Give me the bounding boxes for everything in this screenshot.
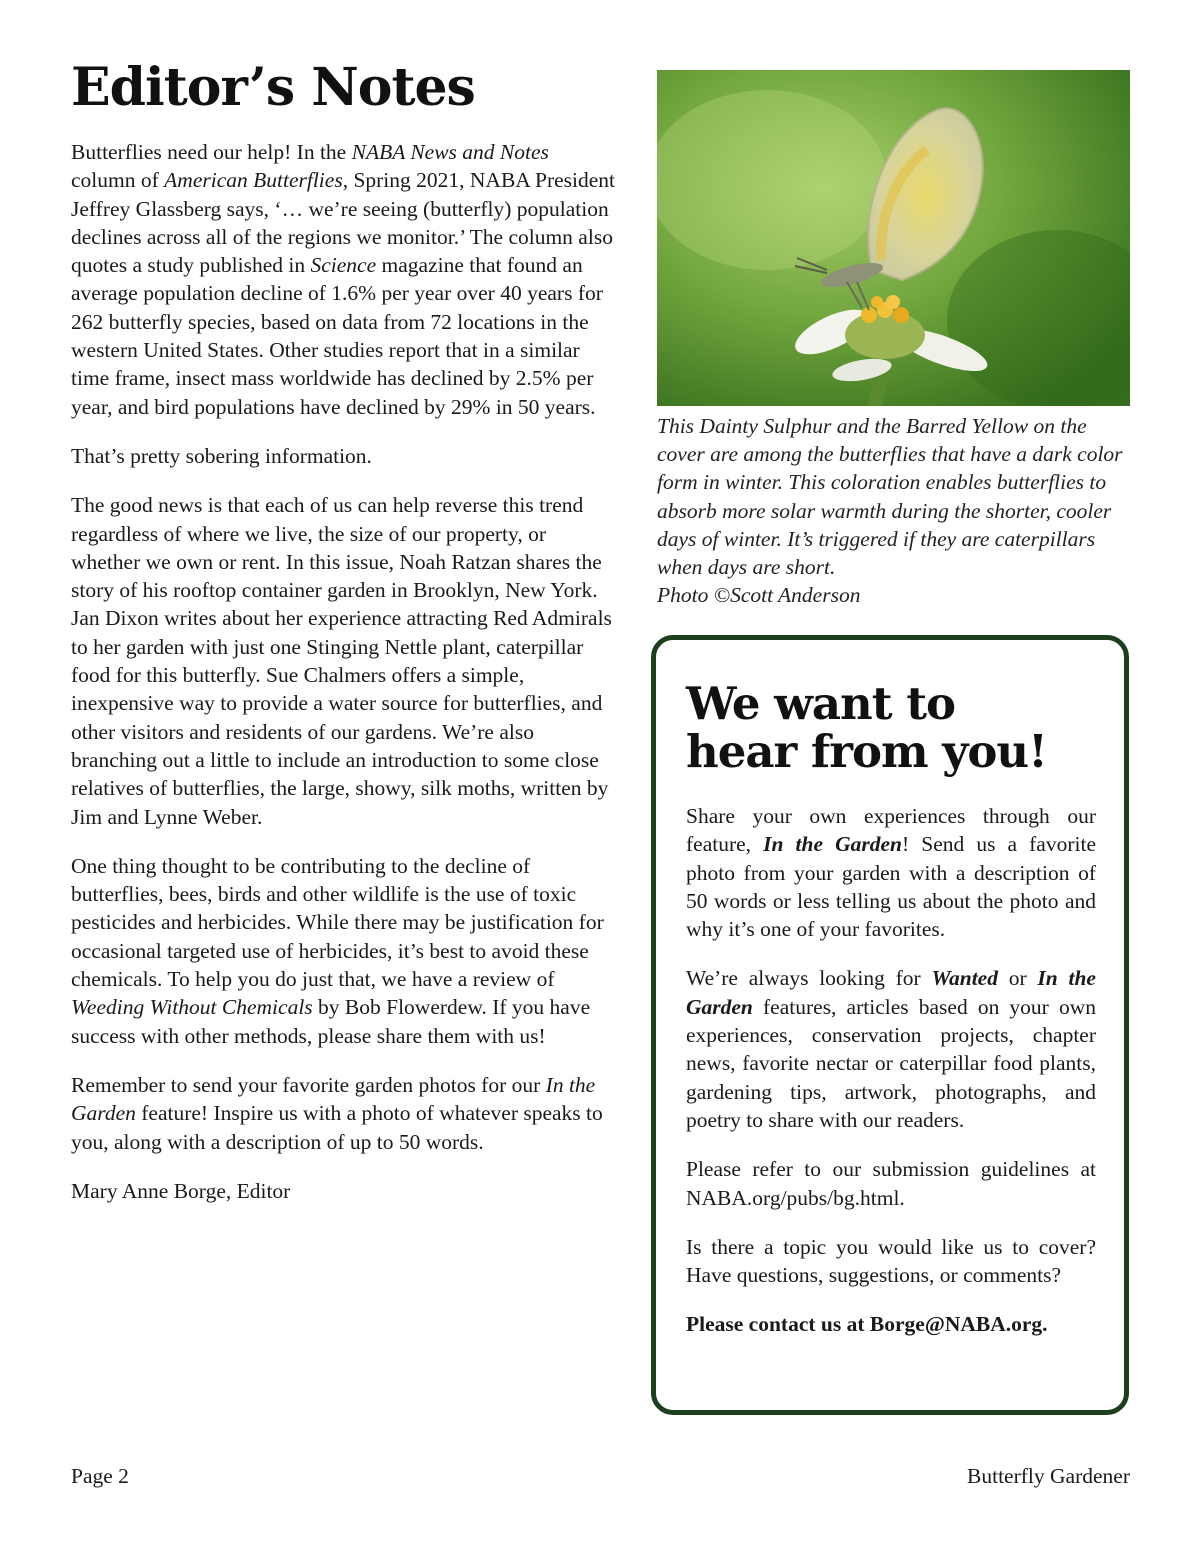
p5-text-1: Remember to send your favorite garden photos for our <box>71 1072 546 1097</box>
butterfly-photo-illustration <box>657 70 1130 406</box>
paragraph-4 <box>71 852 616 1050</box>
p1-text-2: column of <box>71 168 165 193</box>
p5-text-2: feature! Inspire us with a photo of whatever speaks to you, along with a description of up to 50 words. <box>71 1101 603 1154</box>
page-title: Editor’s Notes <box>71 57 475 118</box>
callout-contact: Please contact us at Borge@NABA.org. <box>686 1312 1048 1337</box>
callout-p1-bold-1: In the Garden <box>763 832 902 857</box>
paragraph-1 <box>71 138 616 421</box>
callout-paragraph-2 <box>686 964 1096 1134</box>
callout-p2-text-1: We’re always looking for <box>686 966 932 991</box>
p4-text-1: One thing thought to be contributing to the decline of butterflies, bees, birds and other wildlife is the use of toxic pesticides and herbicides. While there may be justification for occasional targeted use of herbicides, it’s best to avoid these chemicals. To help you do just that, we have a review of <box>71 853 604 992</box>
photo-caption-text: This Dainty Sulphur and the Barred Yellow on the cover are among the butterflies that have a dark color form in winter. This coloration enables butterflies to absorb more solar warmth during the shorter, cooler days of winter. It’s triggered if they are caterpillars when days are short. <box>657 414 1123 580</box>
p1-text-4: magazine that found an average population decline of 1.6% per year over 40 years for 262 butterfly species, based on data from 72 locations in the western United States. Other studies report that in a similar time frame, insect mass worldwide has declined by 2.5% per year, and bird populations have declined by 29% in 50 years. <box>71 253 603 419</box>
callout-paragraph-4: Is there a topic you would like us to cover? Have questions, suggestions, or comments? <box>686 1234 1096 1288</box>
callout-title <box>686 677 1096 778</box>
footer-page-number: Page 2 <box>71 1464 129 1488</box>
photo-caption <box>657 412 1137 609</box>
paragraph-5 <box>71 1071 616 1156</box>
p1-text-3: , Spring 2021, NABA President Jeffrey Glassberg says, ‘… we’re seeing (butterfly) population declines across all of the regions we monitor.’ The column also quotes a study published in <box>71 168 616 278</box>
p1-italic-2: American Butterflies <box>164 168 343 193</box>
callout-paragraph-3: Please refer to our submission guidelines at NABA.org/pubs/bg.html. <box>686 1157 1096 1210</box>
callout-p2-bold-1: Wanted <box>931 966 998 991</box>
photo-credit: Photo ©Scott Anderson <box>657 583 861 608</box>
hear-from-you-callout <box>651 635 1129 1415</box>
callout-paragraph-1 <box>686 802 1096 943</box>
butterfly-photo <box>657 70 1130 406</box>
p1-italic-1: NABA News and Notes <box>351 140 549 164</box>
editor-signature: Mary Anne Borge, Editor <box>71 1178 291 1203</box>
p4-italic-1: Weeding Without Chemicals <box>71 995 313 1020</box>
editors-notes-column <box>71 56 616 1226</box>
p1-italic-3: Science <box>310 253 377 278</box>
callout-p2-bold-2: In the Garden <box>686 966 1096 1019</box>
callout-p2-text-2: or <box>997 966 1038 991</box>
callout-p2-text-3: features, articles based on your own experiences, conservation projects, chapter news, favorite nectar or caterpillar food plants, gardening tips, artwork, photographs, and poetry to share with our readers. <box>686 994 1096 1132</box>
p4-text-2: by Bob Flowerdew. If you have success with other methods, please share them with us! <box>71 995 591 1048</box>
callout-title-line-2: hear from you! <box>686 725 1047 778</box>
p1-text-1: Butterflies need our help! In the <box>71 140 352 164</box>
callout-p1-text-1: Share your own experiences through our feature, <box>686 804 1096 857</box>
p5-italic-1: In the Garden <box>71 1072 596 1126</box>
paragraph-3: The good news is that each of us can help reverse this trend regardless of where we live, the size of our property, or whether we own or rent. In this issue, Noah Ratzan shares the story of his rooftop container garden in Brooklyn, New York. Jan Dixon writes about her experience attracting Red Admirals to her garden with just one Stinging Nettle plant, caterpillar food for this butterfly. Sue Chalmers offers a simple, inexpensive way to provide a water source for butterflies, and other visitors and residents of our gardens. We’re also branching out a little to include an introduction to some close relatives of butterflies, the large, showy, silk moths, written by Jim and Lynne Weber. <box>71 493 612 829</box>
callout-title-line-1: We want to <box>686 677 956 730</box>
callout-p1-text-2: ! Send us a favorite photo from your garden with a description of 50 words or less telling us about the photo and why it’s one of your favorites. <box>686 832 1097 942</box>
paragraph-2: That’s pretty sobering information. <box>71 443 372 468</box>
footer-publication-name: Butterfly Gardener <box>967 1464 1130 1488</box>
